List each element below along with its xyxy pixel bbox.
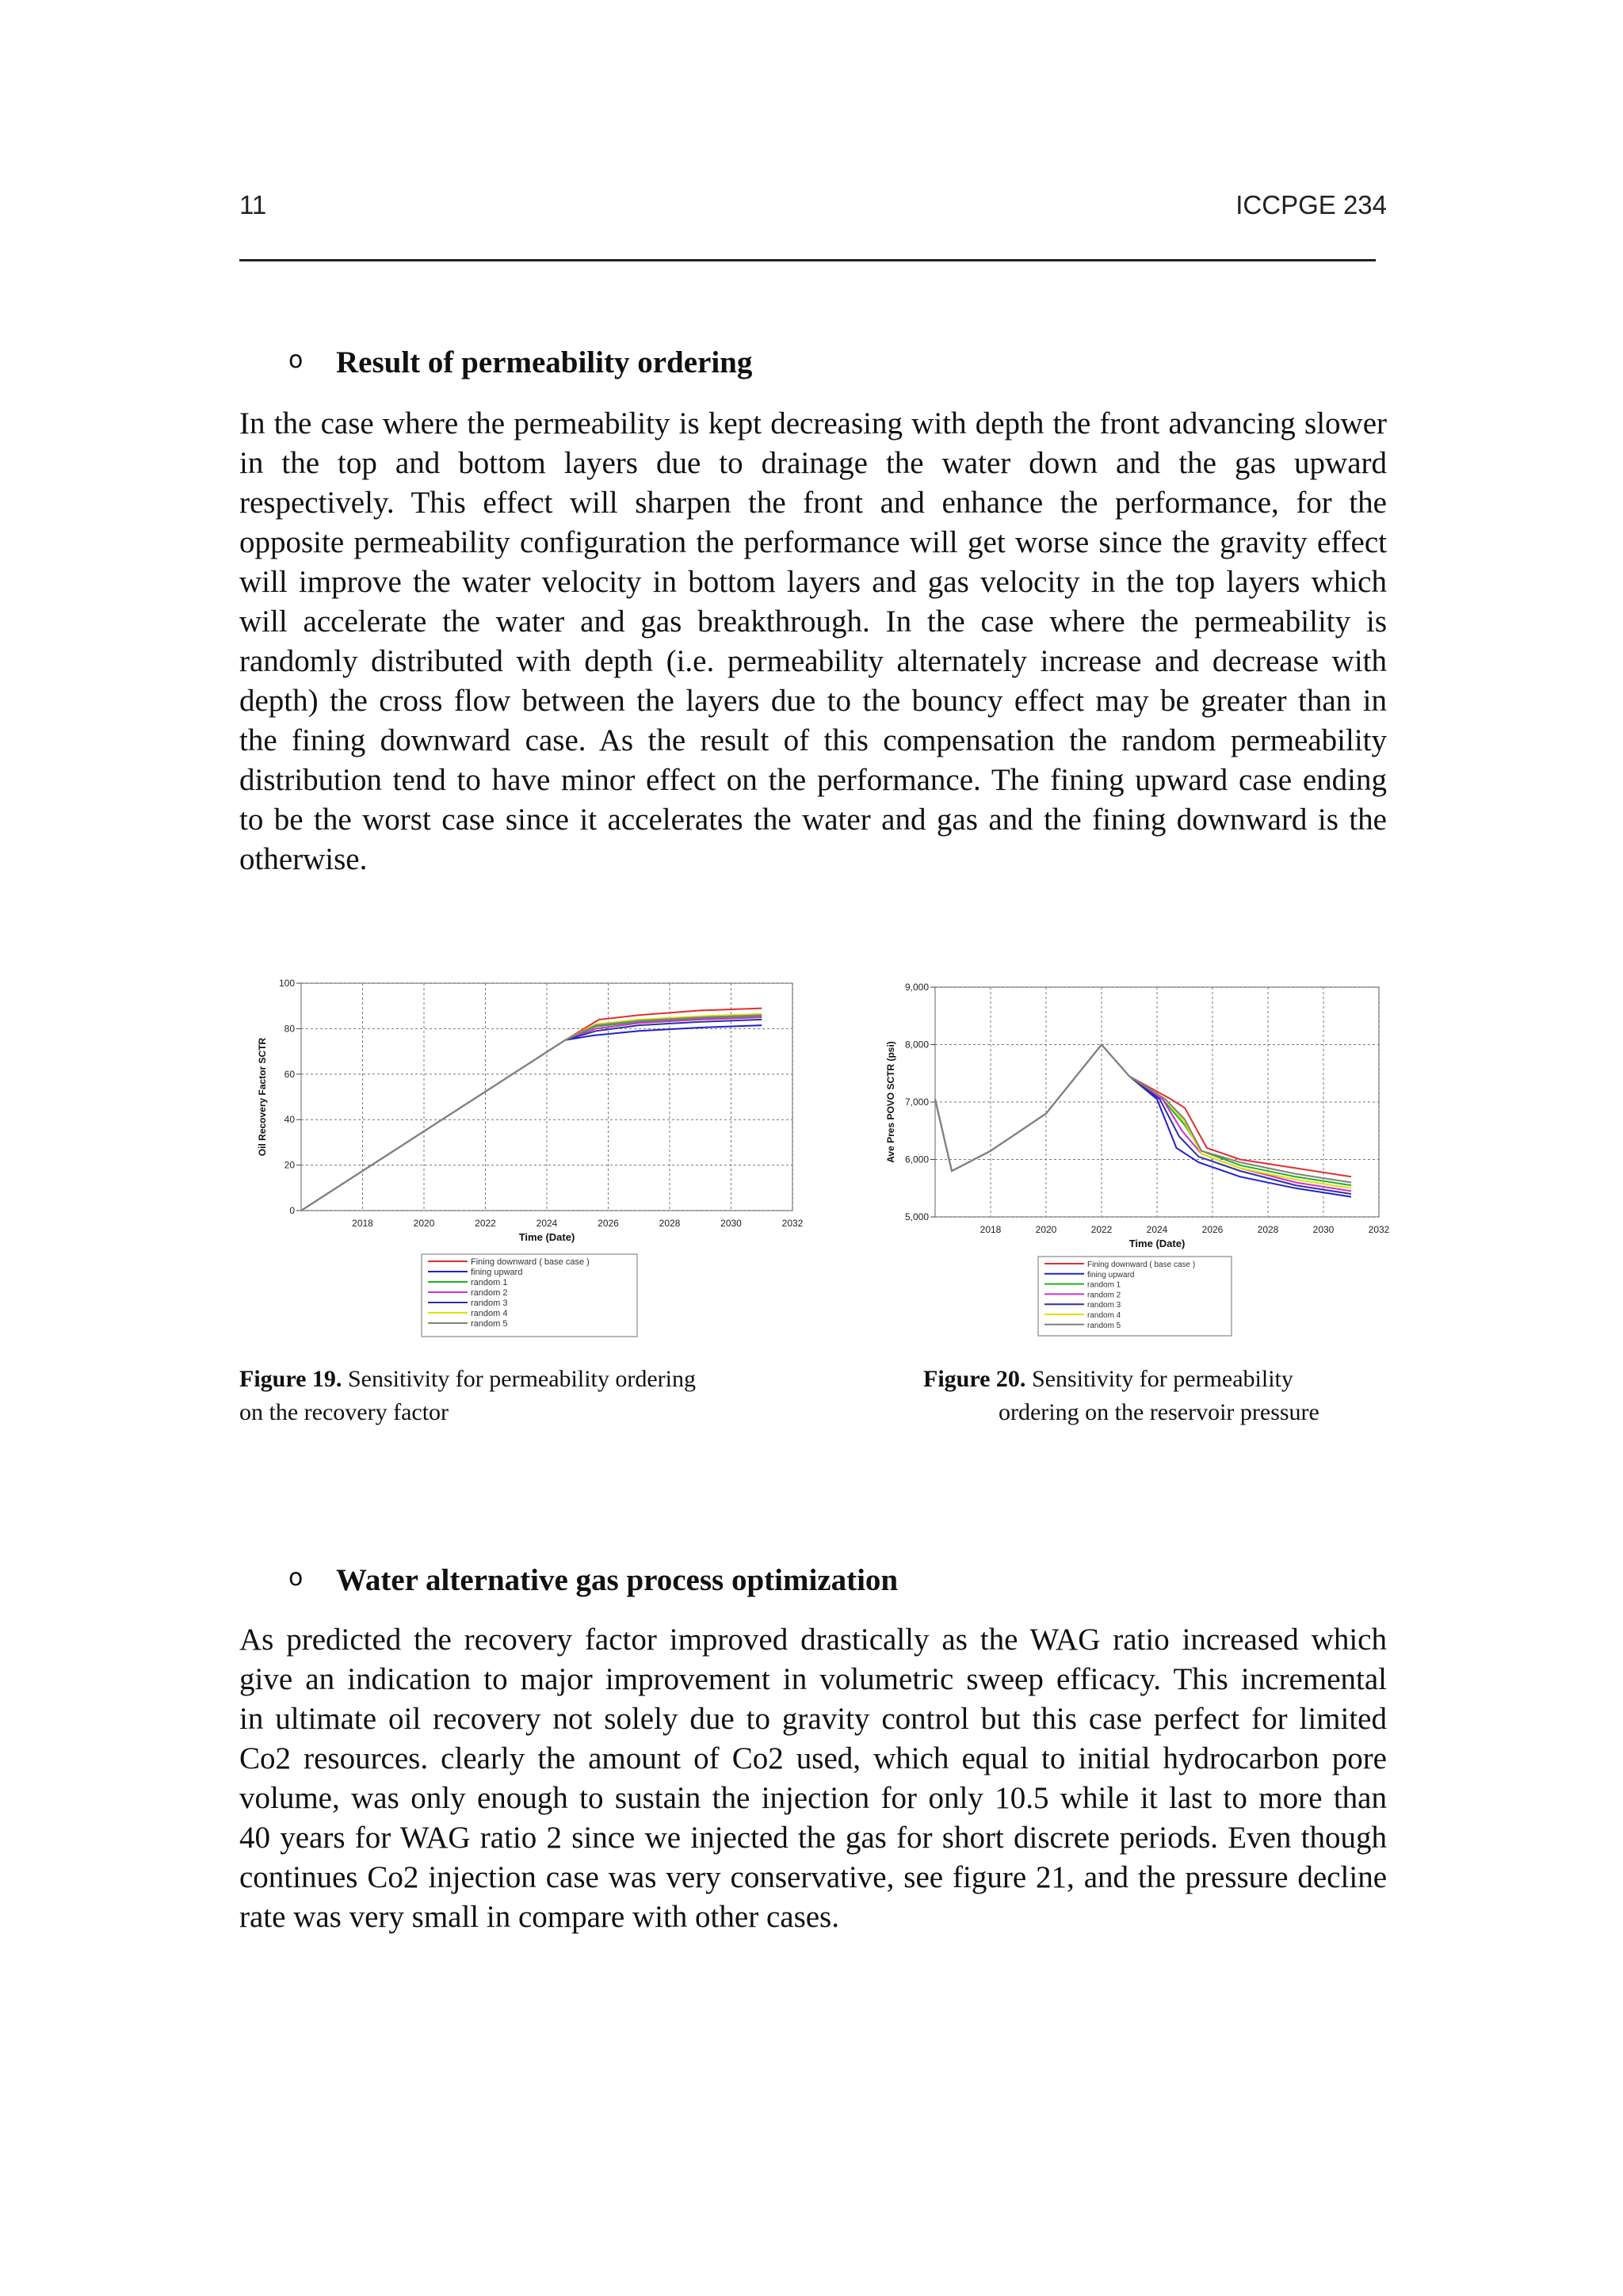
x-tick-label: 2026 bbox=[598, 1218, 619, 1229]
text-line: opposite permeability configuration the performance will get worse since the gravity effect bbox=[239, 525, 1387, 559]
text-line: will accelerate the water and gas breakthrough. In the case where the permeability is bbox=[239, 605, 1387, 639]
legend-label: random 3 bbox=[1087, 1301, 1121, 1310]
text-line: 40 years for WAG ratio 2 since we injected the gas for short discrete periods. Even though bbox=[239, 1821, 1387, 1855]
y-tick-label: 20 bbox=[284, 1159, 295, 1171]
legend-label: random 2 bbox=[471, 1288, 508, 1298]
caption-text: ordering on the reservoir pressure bbox=[999, 1399, 1319, 1425]
figure-20-caption bbox=[923, 1363, 1367, 1429]
paragraph-wag bbox=[239, 1620, 1387, 1937]
y-tick-label: 0 bbox=[289, 1205, 295, 1216]
legend-label: fining upward bbox=[471, 1268, 523, 1277]
paragraph-permeability bbox=[239, 404, 1387, 879]
text-line: distribution tend to have minor effect on the performance. The fining upward case ending bbox=[239, 763, 1387, 797]
page-header bbox=[239, 190, 1387, 222]
y-tick-label: 8,000 bbox=[904, 1039, 929, 1051]
caption-text: Sensitivity for permeability bbox=[1025, 1366, 1293, 1392]
x-tick-label: 2020 bbox=[413, 1218, 435, 1229]
x-tick-label: 2024 bbox=[1146, 1224, 1168, 1235]
legend-label: random 5 bbox=[1087, 1321, 1121, 1330]
y-tick-label: 6,000 bbox=[904, 1154, 929, 1165]
x-tick-label: 2018 bbox=[980, 1224, 1002, 1235]
text-line: continues Co2 injection case was very conservative, see figure 21, and the pressure decline bbox=[239, 1860, 1387, 1894]
y-tick-label: 5,000 bbox=[904, 1211, 929, 1222]
y-tick-label: 9,000 bbox=[904, 982, 929, 993]
text-line: to be the worst case since it accelerates the water and gas and the fining downward is the bbox=[239, 803, 1387, 837]
x-axis-label: Time (Date) bbox=[518, 1231, 575, 1243]
text-line: volume, was only enough to sustain the injection for only 10.5 while it last to more than bbox=[239, 1781, 1387, 1815]
figure-19-caption bbox=[239, 1363, 810, 1429]
legend-label: Fining downward ( base case ) bbox=[1087, 1261, 1196, 1269]
caption-text: Sensitivity for permeability ordering bbox=[342, 1366, 697, 1392]
section-title: Water alternative gas process optimization bbox=[336, 1563, 899, 1597]
legend-label: random 4 bbox=[471, 1309, 508, 1318]
legend-label: random 1 bbox=[1087, 1280, 1121, 1290]
caption-label: Figure 20. bbox=[923, 1366, 1026, 1392]
legend-label: fining upward bbox=[1087, 1270, 1135, 1280]
bullet-marker: o bbox=[288, 1564, 304, 1592]
y-tick-label: 100 bbox=[278, 978, 295, 989]
y-tick-label: 60 bbox=[284, 1068, 295, 1080]
legend-label: Fining downward ( base case ) bbox=[471, 1257, 590, 1267]
text-line: Co2 resources. clearly the amount of Co2 used, which equal to initial hydrocarbon pore bbox=[239, 1741, 1387, 1775]
figure-19-chart bbox=[238, 971, 808, 1343]
legend-label: random 4 bbox=[1087, 1311, 1121, 1320]
header-rule bbox=[239, 259, 1376, 261]
y-axis-label: Ave Pres POVO SCTR (psi) bbox=[885, 1041, 896, 1163]
text-line: will improve the water velocity in bottom layers and gas velocity in the top layers which bbox=[239, 565, 1387, 599]
conference-code: ICCPGE 234 bbox=[1235, 190, 1387, 219]
x-tick-label: 2020 bbox=[1035, 1224, 1057, 1235]
y-tick-label: 7,000 bbox=[904, 1097, 929, 1108]
figure-20-chart bbox=[872, 974, 1395, 1343]
legend-label: random 3 bbox=[471, 1299, 508, 1308]
caption-label: Figure 19. bbox=[239, 1366, 342, 1392]
x-tick-label: 2030 bbox=[720, 1218, 742, 1229]
text-line: give an indication to major improvement in volumetric sweep efficacy. This incremental bbox=[239, 1662, 1387, 1696]
caption-text: on the recovery factor bbox=[239, 1399, 449, 1425]
x-tick-label: 2022 bbox=[475, 1218, 496, 1229]
text-line: In the case where the permeability is kept decreasing with depth the front advancing slower bbox=[239, 406, 1387, 441]
section-title: Result of permeability ordering bbox=[336, 345, 753, 379]
text-line: the fining downward case. As the result of this compensation the random permeability bbox=[239, 723, 1387, 757]
y-tick-label: 80 bbox=[284, 1023, 295, 1035]
text-line: in the top and bottom layers due to drainage the water down and the gas upward bbox=[239, 446, 1387, 480]
x-tick-label: 2028 bbox=[659, 1218, 681, 1229]
x-tick-label: 2032 bbox=[781, 1218, 804, 1229]
x-tick-label: 2018 bbox=[352, 1218, 373, 1229]
x-tick-label: 2024 bbox=[536, 1218, 558, 1229]
x-tick-label: 2032 bbox=[1368, 1224, 1390, 1235]
text-line: randomly distributed with depth (i.e. permeability alternately increase and decrease with bbox=[239, 644, 1387, 678]
legend-label: random 2 bbox=[1087, 1291, 1121, 1300]
text-line: rate was very small in compare with other cases. bbox=[239, 1900, 839, 1934]
page-number: 11 bbox=[239, 190, 267, 219]
x-tick-label: 2022 bbox=[1090, 1224, 1113, 1235]
x-tick-label: 2028 bbox=[1257, 1224, 1279, 1235]
x-tick-label: 2030 bbox=[1312, 1224, 1335, 1235]
y-axis-label: Oil Recovery Factor SCTR bbox=[257, 1037, 268, 1157]
text-line: in ultimate oil recovery not solely due to gravity control but this case perfect for limited bbox=[239, 1702, 1387, 1736]
bullet-marker: o bbox=[288, 346, 304, 374]
text-line: depth) the cross flow between the layers due to the bouncy effect may be greater than in bbox=[239, 684, 1387, 718]
y-tick-label: 40 bbox=[284, 1114, 295, 1126]
x-axis-label: Time (Date) bbox=[1128, 1238, 1186, 1249]
text-line: respectively. This effect will sharpen the front and enhance the performance, for the bbox=[239, 486, 1387, 520]
x-tick-label: 2026 bbox=[1201, 1224, 1224, 1235]
text-line: otherwise. bbox=[239, 842, 368, 876]
legend-label: random 1 bbox=[471, 1278, 508, 1287]
text-line: As predicted the recovery factor improved drastically as the WAG ratio increased which bbox=[239, 1623, 1387, 1657]
legend-label: random 5 bbox=[471, 1319, 508, 1329]
